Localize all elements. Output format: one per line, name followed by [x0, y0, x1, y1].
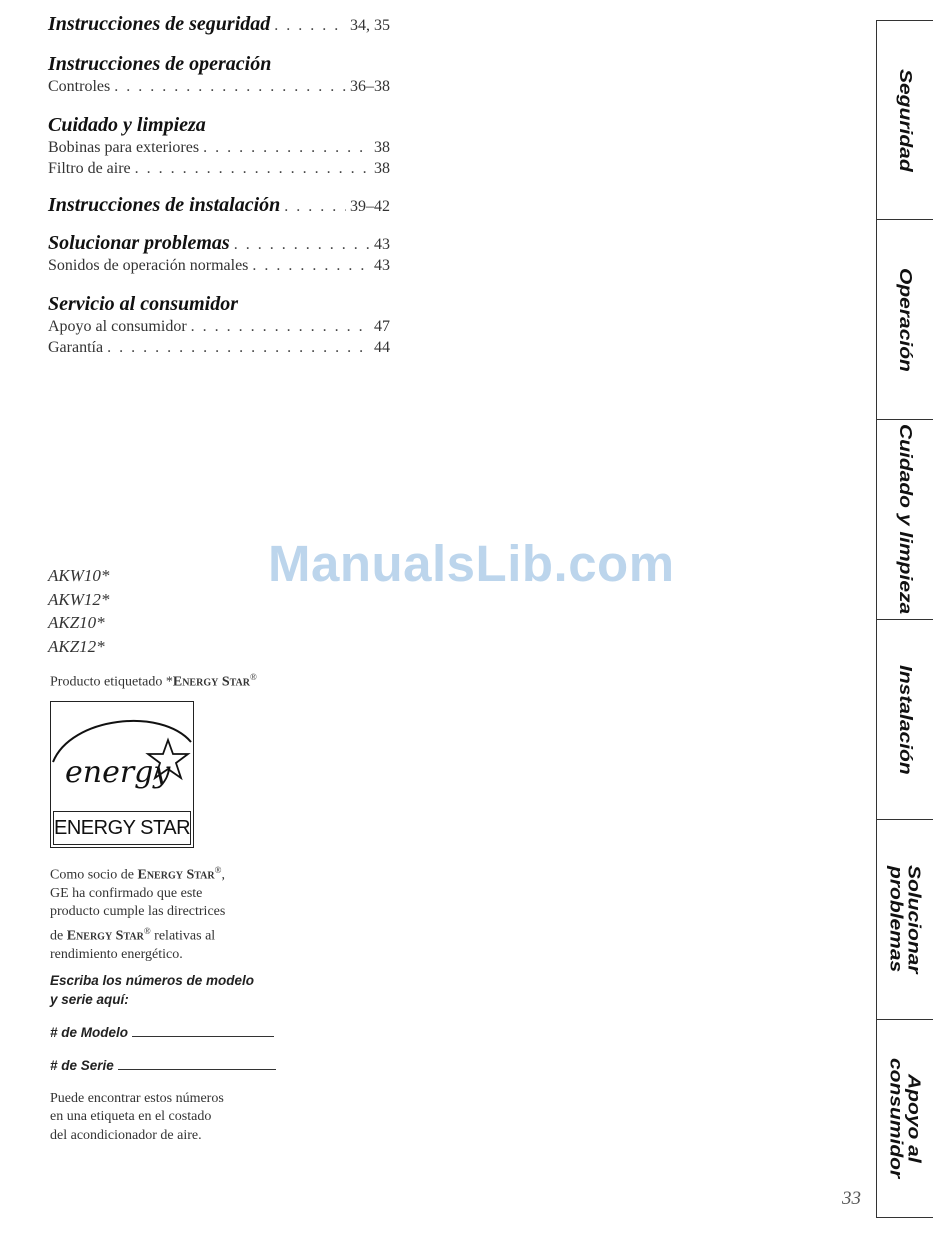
toc-pages: 38: [374, 160, 390, 177]
tab-instalacion[interactable]: Instalación: [877, 619, 933, 819]
watermark: ManualsLib.com: [268, 535, 675, 592]
toc-pages: 47: [374, 318, 390, 335]
page-number: 33: [842, 1188, 861, 1209]
toc-heading-servicio[interactable]: Servicio al consumidor: [48, 293, 239, 315]
toc-entry-problemas[interactable]: [48, 233, 390, 255]
toc-entry-bobinas[interactable]: [48, 137, 390, 158]
toc-entry-controles[interactable]: [48, 76, 390, 97]
model-item: AKW12*: [48, 589, 110, 609]
toc-entry-filtro[interactable]: [48, 158, 390, 179]
toc-heading-operacion[interactable]: Instrucciones de operación: [48, 53, 272, 75]
logo-script: energy: [65, 755, 171, 790]
model-number-label: # de Modelo: [50, 1025, 129, 1040]
partner-statement: Como socio de Energy Star®, GE ha confirmado que este producto cumple las directrices de Energy Star® relativas al rendimiento energético.: [50, 865, 226, 962]
model-item: AKZ10*: [48, 613, 105, 632]
toc-label: Instrucciones de instalación: [48, 194, 281, 216]
find-numbers-note: Puede encontrar estos números en una etiqueta en el costado del acondicionador de aire.: [50, 1091, 224, 1143]
model-number-field[interactable]: [50, 1024, 274, 1040]
tab-operacion[interactable]: Operación: [877, 219, 933, 419]
model-list: [48, 564, 109, 658]
write-instructions: Escriba los números de modelo y serie aquí:: [50, 973, 255, 1007]
toc-entry-instalacion[interactable]: [48, 195, 390, 217]
energy-star-note: Producto etiquetado *Energy Star®: [50, 672, 257, 690]
tab-consumidor[interactable]: Apoyo al consumidor: [877, 1019, 933, 1218]
model-number-line[interactable]: [132, 1024, 274, 1037]
toc-label: Garantía: [48, 339, 104, 356]
toc-pages: 43: [374, 236, 390, 253]
toc-entry-sonidos[interactable]: [48, 255, 390, 276]
toc-pages: 43: [374, 257, 390, 274]
toc-pages: 39–42: [350, 198, 390, 215]
toc-label: Solucionar problemas: [48, 232, 230, 254]
toc-label: Controles: [48, 78, 111, 95]
toc-label: Bobinas para exteriores: [48, 139, 200, 156]
tab-problemas[interactable]: Solucionar problemas: [877, 819, 933, 1019]
toc-pages: 36–38: [350, 78, 390, 95]
toc-label: Instrucciones de seguridad: [48, 13, 271, 35]
toc-label: Filtro de aire: [48, 160, 131, 177]
toc-entry-seguridad[interactable]: [48, 14, 390, 36]
logo-text: ENERGY STAR: [53, 811, 191, 845]
toc-heading-cuidado[interactable]: Cuidado y limpieza: [48, 114, 206, 136]
tab-cuidado[interactable]: Cuidado y limpieza: [877, 419, 933, 619]
toc-pages: 34, 35: [350, 17, 390, 34]
toc-label: Sonidos de operación normales: [48, 257, 249, 274]
serial-number-field[interactable]: [50, 1057, 276, 1073]
serial-number-label: # de Serie: [50, 1058, 114, 1073]
toc-entry-garantia[interactable]: [48, 337, 390, 358]
toc-pages: 38: [374, 139, 390, 156]
energy-star-swoosh-icon: [51, 702, 192, 812]
model-item: AKW10*: [48, 566, 110, 585]
toc-entry-apoyo[interactable]: [48, 316, 390, 337]
tab-seguridad[interactable]: Seguridad: [877, 20, 933, 219]
toc-pages: 44: [374, 339, 390, 356]
toc-label: Apoyo al consumidor: [48, 318, 187, 335]
section-tabs: [876, 20, 933, 1218]
energy-star-logo: [50, 701, 194, 848]
table-of-contents: [48, 14, 390, 358]
serial-number-line[interactable]: [118, 1057, 276, 1070]
model-item: AKZ12*: [48, 636, 105, 656]
